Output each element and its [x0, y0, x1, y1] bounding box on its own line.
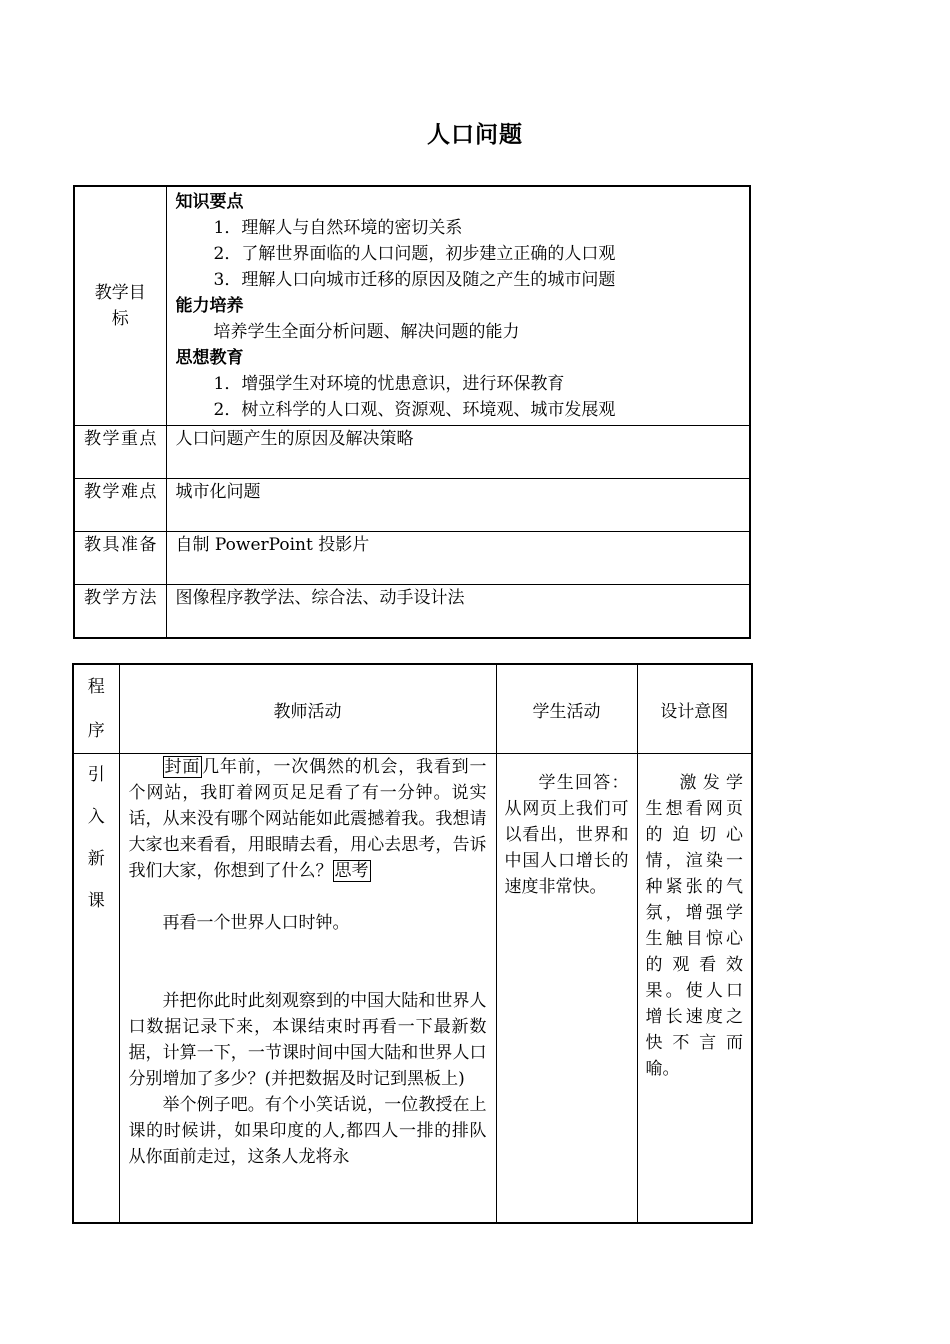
process-table — [72, 663, 753, 1224]
think-tag: 思考 — [334, 861, 369, 881]
difficulties-row — [74, 479, 750, 532]
sequence-header — [73, 664, 119, 754]
process-body-row — [73, 754, 752, 1224]
ability-item: 培养学生全面分析问题、解决问题的能力 — [213, 322, 520, 342]
student-activity: 学生回答：从网页上我们可以看出，世界和中国人口增长的速度非常快。 — [504, 773, 629, 897]
objectives-label: 教学目标 — [94, 283, 146, 329]
row-label: 教学方法 — [74, 585, 166, 638]
stacked-char: 程 — [87, 677, 105, 697]
intent-header: 设计意图 — [637, 664, 752, 754]
row-label: 教学难点 — [74, 479, 166, 532]
row-content: 自制 PowerPoint 投影片 — [166, 532, 750, 585]
stacked-char: 新 — [87, 849, 105, 869]
student-activity-cell — [496, 754, 637, 1224]
process-header-row — [73, 664, 752, 754]
stacked-char: 序 — [87, 721, 105, 741]
teacher-paragraph-2: 再看一个世界人口时钟。 — [162, 913, 350, 933]
intent-cell — [637, 754, 752, 1224]
knowledge-item: 3．理解人口向城市迁移的原因及随之产生的城市问题 — [213, 270, 616, 290]
objectives-content — [166, 186, 750, 426]
teaching-method-row — [74, 585, 750, 638]
student-header: 学生活动 — [496, 664, 637, 754]
teacher-paragraph-3: 并把你此时此刻观察到的中国大陆和世界人口数据记录下来，本课结束时再看一下最新数据，计算一下，一节课时间中国大陆和世界人口分别增加了多少？(并把数据及时记到黑板上) — [128, 991, 487, 1089]
row-label: 教学重点 — [74, 426, 166, 479]
ability-heading: 能力培养 — [175, 296, 244, 316]
cover-tag: 封面 — [164, 757, 201, 777]
teacher-paragraph-1 — [129, 754, 487, 884]
spacer — [129, 884, 487, 910]
ideology-item: 2．树立科学的人口观、资源观、环境观、城市发展观 — [213, 400, 616, 420]
knowledge-item: 2．了解世界面临的人口问题，初步建立正确的人口观 — [213, 244, 616, 264]
teacher-text-1: 几年前，一次偶然的机会，我看到一个网站，我盯着网页足足看了有一分钟。说实话，从来没有哪个网站能如此震撼着我。我想请大家也来看看，用眼睛去看，用心去思考，告诉我们大家，你想到了什么？ — [128, 757, 487, 881]
key-points-row — [74, 426, 750, 479]
knowledge-heading: 知识要点 — [175, 192, 244, 212]
stacked-char: 入 — [87, 807, 105, 827]
row-content: 图像程序教学法、综合法、动手设计法 — [166, 585, 750, 638]
page-title: 人口问题 — [427, 122, 523, 148]
row-content: 人口问题产生的原因及解决策略 — [166, 426, 750, 479]
teaching-aids-row — [74, 532, 750, 585]
stacked-char: 引 — [87, 765, 105, 785]
teacher-paragraph-4: 举个例子吧。有个小笑话说，一位教授在上课的时候讲，如果印度的人,都四人一排的排队从你面前走过，这条人龙将永 — [128, 1095, 487, 1167]
objectives-row — [74, 186, 750, 426]
stage-label — [74, 754, 119, 922]
row-label: 教具准备 — [74, 532, 166, 585]
design-intent: 激发学生想看网页的迫切心情，渲染一种紧张的气氛，增强学生触目惊心的观看效果。使人口增长速度之快不言而喻。 — [645, 773, 743, 1079]
objectives-table — [73, 185, 751, 639]
teacher-activity — [119, 754, 496, 1224]
stage-cell — [73, 754, 119, 1224]
teacher-header: 教师活动 — [119, 664, 496, 754]
stacked-char: 课 — [87, 891, 105, 911]
knowledge-item: 1．理解人与自然环境的密切关系 — [213, 218, 463, 238]
ideology-heading: 思想教育 — [175, 348, 244, 368]
row-content: 城市化问题 — [166, 479, 750, 532]
ideology-item: 1．增强学生对环境的忧患意识，进行环保教育 — [213, 374, 565, 394]
sequence-header-text — [74, 665, 119, 753]
objectives-label-cell — [74, 186, 166, 426]
spacer — [129, 936, 487, 988]
